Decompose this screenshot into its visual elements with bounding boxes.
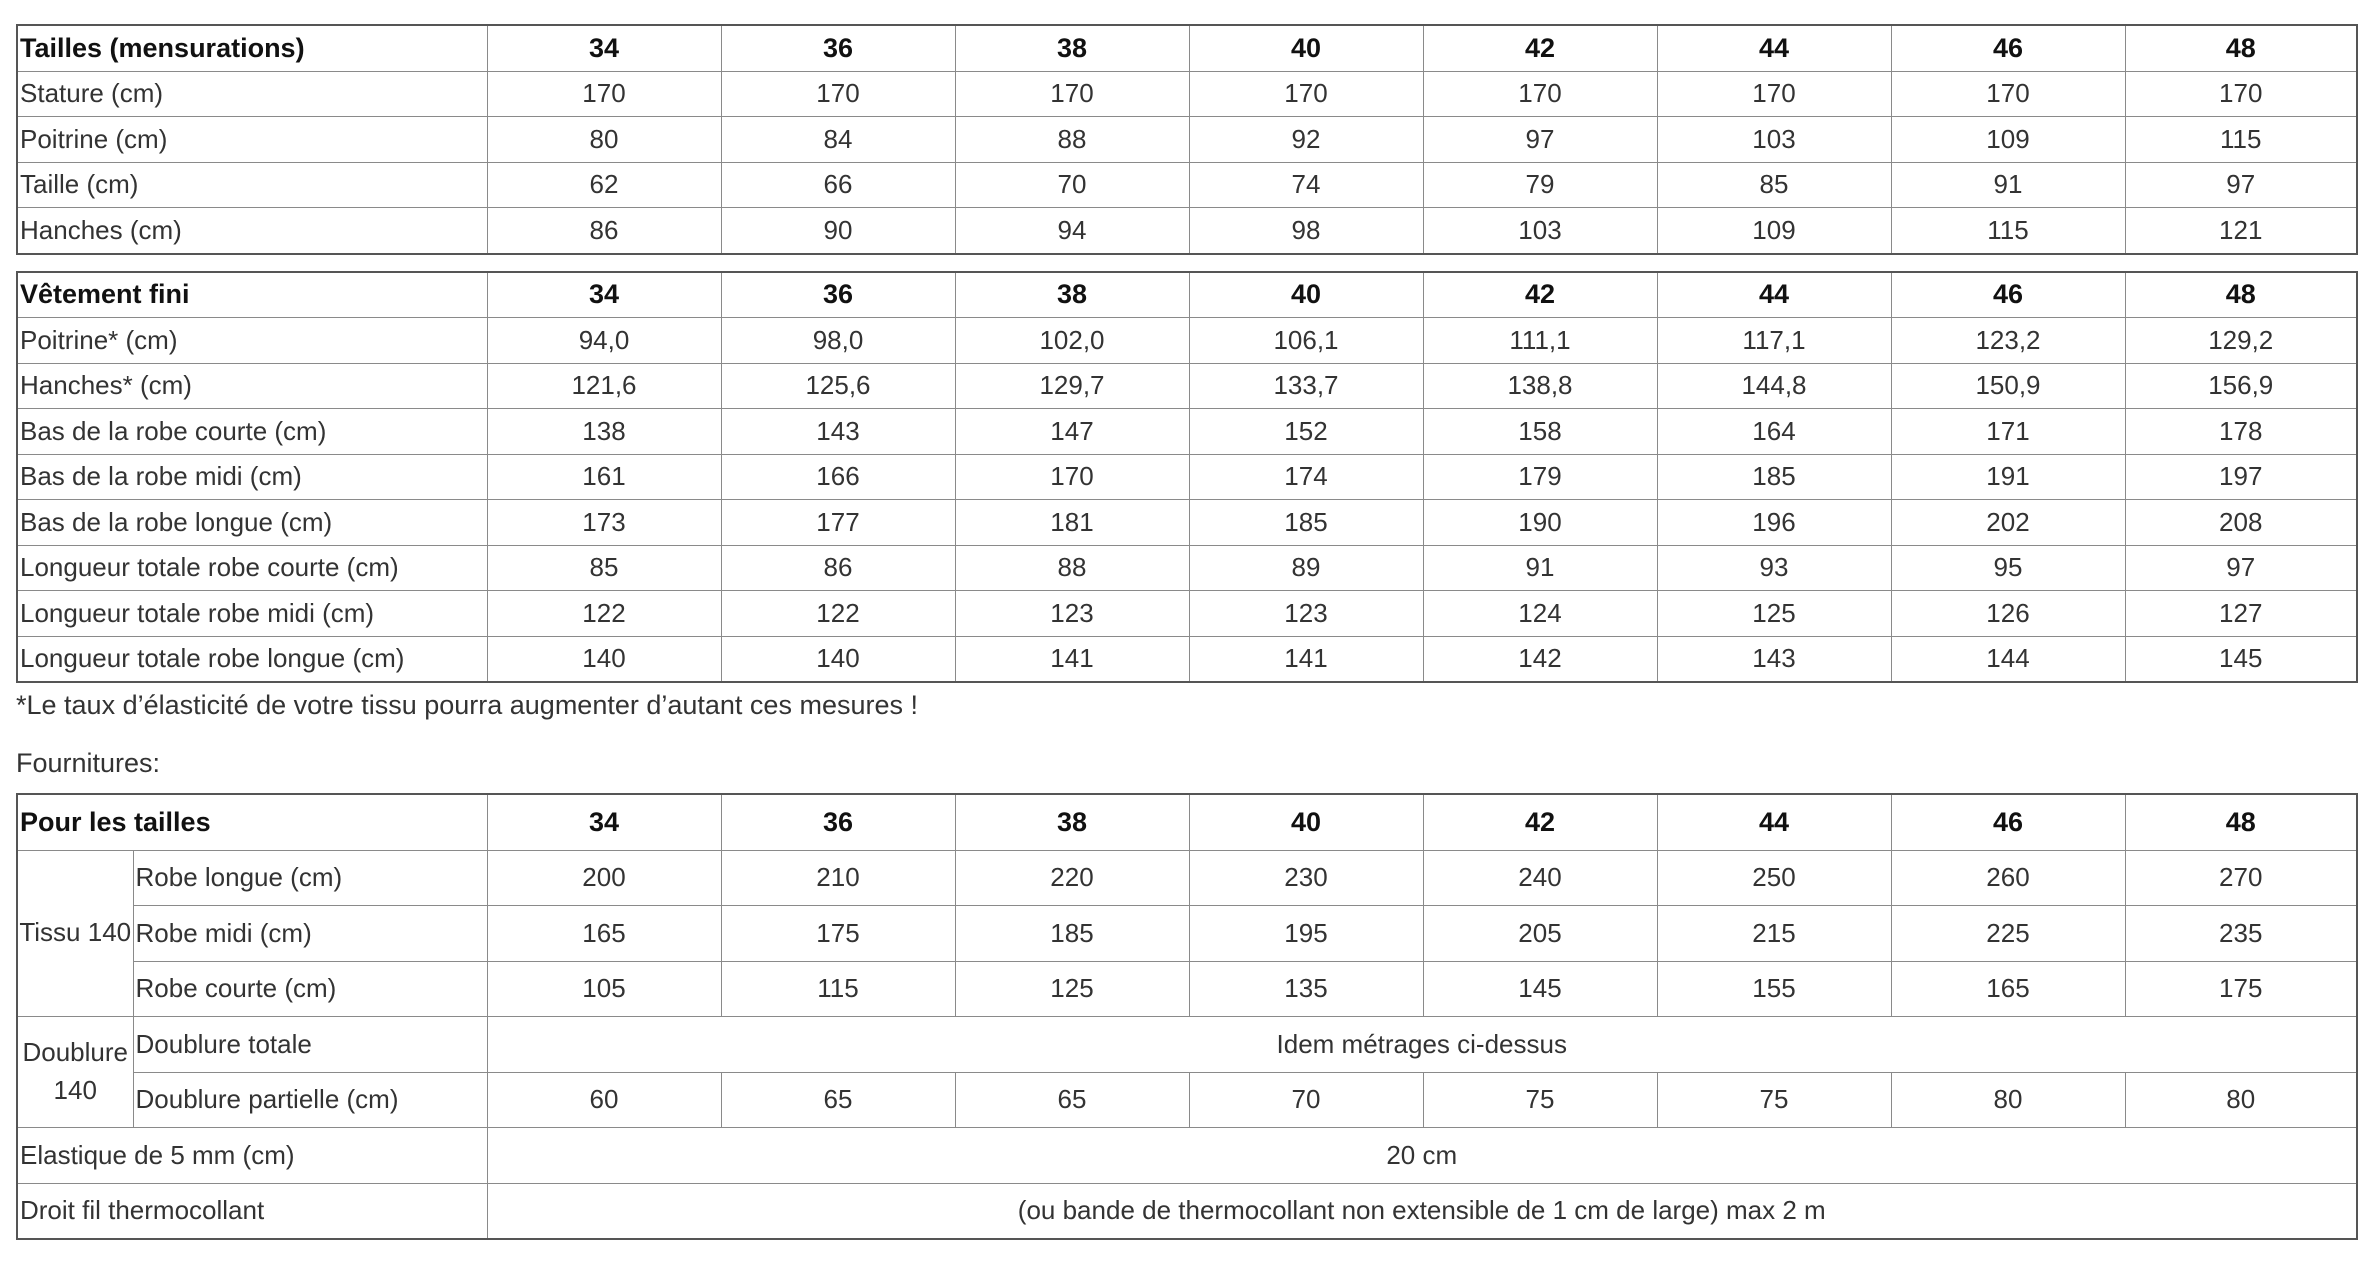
table-cell: 97 — [2125, 162, 2357, 208]
elastic-value: 20 cm — [487, 1128, 2357, 1184]
table-cell: 165 — [487, 906, 721, 962]
table-cell: 70 — [955, 162, 1189, 208]
table-cell: 115 — [721, 961, 955, 1017]
table-cell: 125 — [955, 961, 1189, 1017]
table-cell: 125 — [1657, 591, 1891, 637]
table-cell: 200 — [487, 850, 721, 906]
table-cell: 170 — [955, 454, 1189, 500]
size-header-cell: 44 — [1657, 794, 1891, 850]
size-header-cell: 36 — [721, 794, 955, 850]
table-cell: 141 — [955, 636, 1189, 682]
table-cell: 123 — [1189, 591, 1423, 637]
finished-header-row — [17, 272, 2357, 318]
measurements-header-label: Tailles (mensurations) — [17, 25, 487, 71]
table-cell: 75 — [1657, 1072, 1891, 1128]
table-cell: 91 — [1423, 545, 1657, 591]
table-cell: 143 — [1657, 636, 1891, 682]
table-cell: 142 — [1423, 636, 1657, 682]
table-row — [17, 162, 2357, 208]
table-cell: 190 — [1423, 500, 1657, 546]
table-cell: 210 — [721, 850, 955, 906]
finished-header-label: Vêtement fini — [17, 272, 487, 318]
table-row — [17, 500, 2357, 546]
table-cell: 84 — [721, 117, 955, 163]
size-header-cell: 40 — [1189, 794, 1423, 850]
table-cell: 140 — [487, 636, 721, 682]
size-chart-page — [16, 24, 2356, 1240]
row-label: Taille (cm) — [17, 162, 487, 208]
table-cell: 215 — [1657, 906, 1891, 962]
table-cell: 129,7 — [955, 363, 1189, 409]
table-cell: 230 — [1189, 850, 1423, 906]
table-cell: 95 — [1891, 545, 2125, 591]
table-cell: 166 — [721, 454, 955, 500]
table-cell: 85 — [487, 545, 721, 591]
table-cell: 117,1 — [1657, 318, 1891, 364]
table-row — [17, 1128, 2357, 1184]
table-cell: 115 — [1891, 208, 2125, 254]
supplies-header-label: Pour les tailles — [17, 794, 487, 850]
table-cell: 155 — [1657, 961, 1891, 1017]
table-cell: 90 — [721, 208, 955, 254]
table-cell: 170 — [1891, 71, 2125, 117]
table-cell: 97 — [2125, 545, 2357, 591]
table-cell: 98,0 — [721, 318, 955, 364]
table-cell: 170 — [2125, 71, 2357, 117]
row-label: Robe longue (cm) — [133, 850, 487, 906]
table-cell: 195 — [1189, 906, 1423, 962]
size-header-cell: 40 — [1189, 25, 1423, 71]
table-cell: 138 — [487, 409, 721, 455]
size-header-cell: 34 — [487, 794, 721, 850]
row-label: Hanches* (cm) — [17, 363, 487, 409]
size-header-cell: 42 — [1423, 25, 1657, 71]
table-cell: 106,1 — [1189, 318, 1423, 364]
table-row — [17, 208, 2357, 254]
table-cell: 93 — [1657, 545, 1891, 591]
row-label: Longueur totale robe longue (cm) — [17, 636, 487, 682]
table-cell: 80 — [2125, 1072, 2357, 1128]
table-cell: 121 — [2125, 208, 2357, 254]
table-cell: 220 — [955, 850, 1189, 906]
table-cell: 65 — [721, 1072, 955, 1128]
table-cell: 161 — [487, 454, 721, 500]
size-header-cell: 42 — [1423, 272, 1657, 318]
table-row — [17, 545, 2357, 591]
table-cell: 98 — [1189, 208, 1423, 254]
table-cell: 197 — [2125, 454, 2357, 500]
table-cell: 111,1 — [1423, 318, 1657, 364]
table-cell: 170 — [955, 71, 1189, 117]
table-cell: 185 — [1657, 454, 1891, 500]
size-header-cell: 40 — [1189, 272, 1423, 318]
table-cell: 109 — [1657, 208, 1891, 254]
table-cell: 202 — [1891, 500, 2125, 546]
table-cell: 65 — [955, 1072, 1189, 1128]
table-cell: 170 — [721, 71, 955, 117]
stay-tape-value: (ou bande de thermocollant non extensible de 1 cm de large) max 2 m — [487, 1183, 2357, 1239]
table-cell: 102,0 — [955, 318, 1189, 364]
table-cell: 103 — [1423, 208, 1657, 254]
table-cell: 191 — [1891, 454, 2125, 500]
table-cell: 141 — [1189, 636, 1423, 682]
table-cell: 185 — [1189, 500, 1423, 546]
table-cell: 86 — [721, 545, 955, 591]
measurements-table — [16, 24, 2358, 255]
table-cell: 145 — [2125, 636, 2357, 682]
table-cell: 122 — [487, 591, 721, 637]
table-cell: 126 — [1891, 591, 2125, 637]
table-cell: 177 — [721, 500, 955, 546]
row-label: Bas de la robe midi (cm) — [17, 454, 487, 500]
table-cell: 105 — [487, 961, 721, 1017]
table-row — [17, 409, 2357, 455]
table-cell: 123,2 — [1891, 318, 2125, 364]
table-cell: 260 — [1891, 850, 2125, 906]
table-cell: 86 — [487, 208, 721, 254]
row-label: Poitrine (cm) — [17, 117, 487, 163]
table-cell: 97 — [1423, 117, 1657, 163]
table-cell: 170 — [1423, 71, 1657, 117]
fabric-group-label: Tissu 140 — [17, 850, 133, 1017]
table-cell: 158 — [1423, 409, 1657, 455]
row-label: Longueur totale robe courte (cm) — [17, 545, 487, 591]
table-cell: 152 — [1189, 409, 1423, 455]
elasticity-footnote: *Le taux d’élasticité de votre tissu pourra augmenter d’autant ces mesures ! — [16, 690, 918, 720]
table-row — [17, 1017, 2357, 1073]
table-cell: 173 — [487, 500, 721, 546]
table-cell: 70 — [1189, 1072, 1423, 1128]
table-cell: 115 — [2125, 117, 2357, 163]
size-header-cell: 44 — [1657, 25, 1891, 71]
table-cell: 125,6 — [721, 363, 955, 409]
table-cell: 94,0 — [487, 318, 721, 364]
row-label: Doublure partielle (cm) — [133, 1072, 487, 1128]
table-row — [17, 318, 2357, 364]
size-header-cell: 34 — [487, 272, 721, 318]
row-label: Bas de la robe courte (cm) — [17, 409, 487, 455]
table-cell: 80 — [1891, 1072, 2125, 1128]
table-cell: 88 — [955, 545, 1189, 591]
table-cell: 147 — [955, 409, 1189, 455]
row-label: Doublure totale — [133, 1017, 487, 1073]
table-cell: 185 — [955, 906, 1189, 962]
table-cell: 196 — [1657, 500, 1891, 546]
table-cell: 156,9 — [2125, 363, 2357, 409]
table-cell: 62 — [487, 162, 721, 208]
table-cell: 240 — [1423, 850, 1657, 906]
row-label: Robe midi (cm) — [133, 906, 487, 962]
table-cell: 235 — [2125, 906, 2357, 962]
table-cell: 91 — [1891, 162, 2125, 208]
measurements-header-row — [17, 25, 2357, 71]
table-row — [17, 591, 2357, 637]
row-label: Stature (cm) — [17, 71, 487, 117]
table-row — [17, 850, 2357, 906]
table-row — [17, 906, 2357, 962]
table-cell: 164 — [1657, 409, 1891, 455]
size-header-cell: 36 — [721, 25, 955, 71]
table-cell: 225 — [1891, 906, 2125, 962]
size-header-cell: 36 — [721, 272, 955, 318]
table-cell: 140 — [721, 636, 955, 682]
lining-group-label: Doublure 140 — [17, 1017, 133, 1128]
size-header-cell: 38 — [955, 25, 1189, 71]
full-lining-value: Idem métrages ci-dessus — [487, 1017, 2357, 1073]
size-header-cell: 46 — [1891, 25, 2125, 71]
table-row — [17, 1072, 2357, 1128]
table-row — [17, 961, 2357, 1017]
supplies-table — [16, 793, 2358, 1240]
table-cell: 150,9 — [1891, 363, 2125, 409]
row-label: Droit fil thermocollant — [17, 1183, 487, 1239]
table-cell: 124 — [1423, 591, 1657, 637]
table-cell: 122 — [721, 591, 955, 637]
table-row — [17, 636, 2357, 682]
row-label: Poitrine* (cm) — [17, 318, 487, 364]
table-cell: 175 — [721, 906, 955, 962]
table-cell: 138,8 — [1423, 363, 1657, 409]
row-label: Longueur totale robe midi (cm) — [17, 591, 487, 637]
table-cell: 143 — [721, 409, 955, 455]
table-row — [17, 117, 2357, 163]
table-cell: 92 — [1189, 117, 1423, 163]
table-row — [17, 1183, 2357, 1239]
size-header-cell: 48 — [2125, 25, 2357, 71]
table-cell: 85 — [1657, 162, 1891, 208]
table-cell: 60 — [487, 1072, 721, 1128]
table-cell: 109 — [1891, 117, 2125, 163]
table-row — [17, 454, 2357, 500]
size-header-cell: 48 — [2125, 794, 2357, 850]
table-cell: 170 — [1657, 71, 1891, 117]
table-cell: 170 — [1189, 71, 1423, 117]
finished-garment-table — [16, 271, 2358, 684]
table-cell: 88 — [955, 117, 1189, 163]
table-cell: 103 — [1657, 117, 1891, 163]
row-label: Elastique de 5 mm (cm) — [17, 1128, 487, 1184]
table-cell: 127 — [2125, 591, 2357, 637]
table-cell: 171 — [1891, 409, 2125, 455]
row-label: Robe courte (cm) — [133, 961, 487, 1017]
table-cell: 129,2 — [2125, 318, 2357, 364]
size-header-cell: 34 — [487, 25, 721, 71]
table-cell: 133,7 — [1189, 363, 1423, 409]
table-cell: 179 — [1423, 454, 1657, 500]
table-cell: 80 — [487, 117, 721, 163]
table-cell: 121,6 — [487, 363, 721, 409]
table-cell: 170 — [487, 71, 721, 117]
table-cell: 74 — [1189, 162, 1423, 208]
table-cell: 165 — [1891, 961, 2125, 1017]
table-cell: 174 — [1189, 454, 1423, 500]
size-header-cell: 48 — [2125, 272, 2357, 318]
table-row — [17, 363, 2357, 409]
table-cell: 208 — [2125, 500, 2357, 546]
table-cell: 250 — [1657, 850, 1891, 906]
table-cell: 89 — [1189, 545, 1423, 591]
table-cell: 75 — [1423, 1072, 1657, 1128]
supplies-header-row — [17, 794, 2357, 850]
table-cell: 205 — [1423, 906, 1657, 962]
table-cell: 175 — [2125, 961, 2357, 1017]
row-label: Bas de la robe longue (cm) — [17, 500, 487, 546]
table-cell: 94 — [955, 208, 1189, 254]
table-cell: 145 — [1423, 961, 1657, 1017]
table-cell: 144,8 — [1657, 363, 1891, 409]
supplies-title: Fournitures: — [16, 748, 161, 778]
size-header-cell: 42 — [1423, 794, 1657, 850]
table-cell: 135 — [1189, 961, 1423, 1017]
row-label: Hanches (cm) — [17, 208, 487, 254]
table-cell: 123 — [955, 591, 1189, 637]
table-cell: 178 — [2125, 409, 2357, 455]
table-cell: 66 — [721, 162, 955, 208]
table-cell: 181 — [955, 500, 1189, 546]
size-header-cell: 44 — [1657, 272, 1891, 318]
table-cell: 270 — [2125, 850, 2357, 906]
table-row — [17, 71, 2357, 117]
size-header-cell: 46 — [1891, 794, 2125, 850]
size-header-cell: 38 — [955, 272, 1189, 318]
size-header-cell: 38 — [955, 794, 1189, 850]
table-cell: 144 — [1891, 636, 2125, 682]
table-cell: 79 — [1423, 162, 1657, 208]
size-header-cell: 46 — [1891, 272, 2125, 318]
